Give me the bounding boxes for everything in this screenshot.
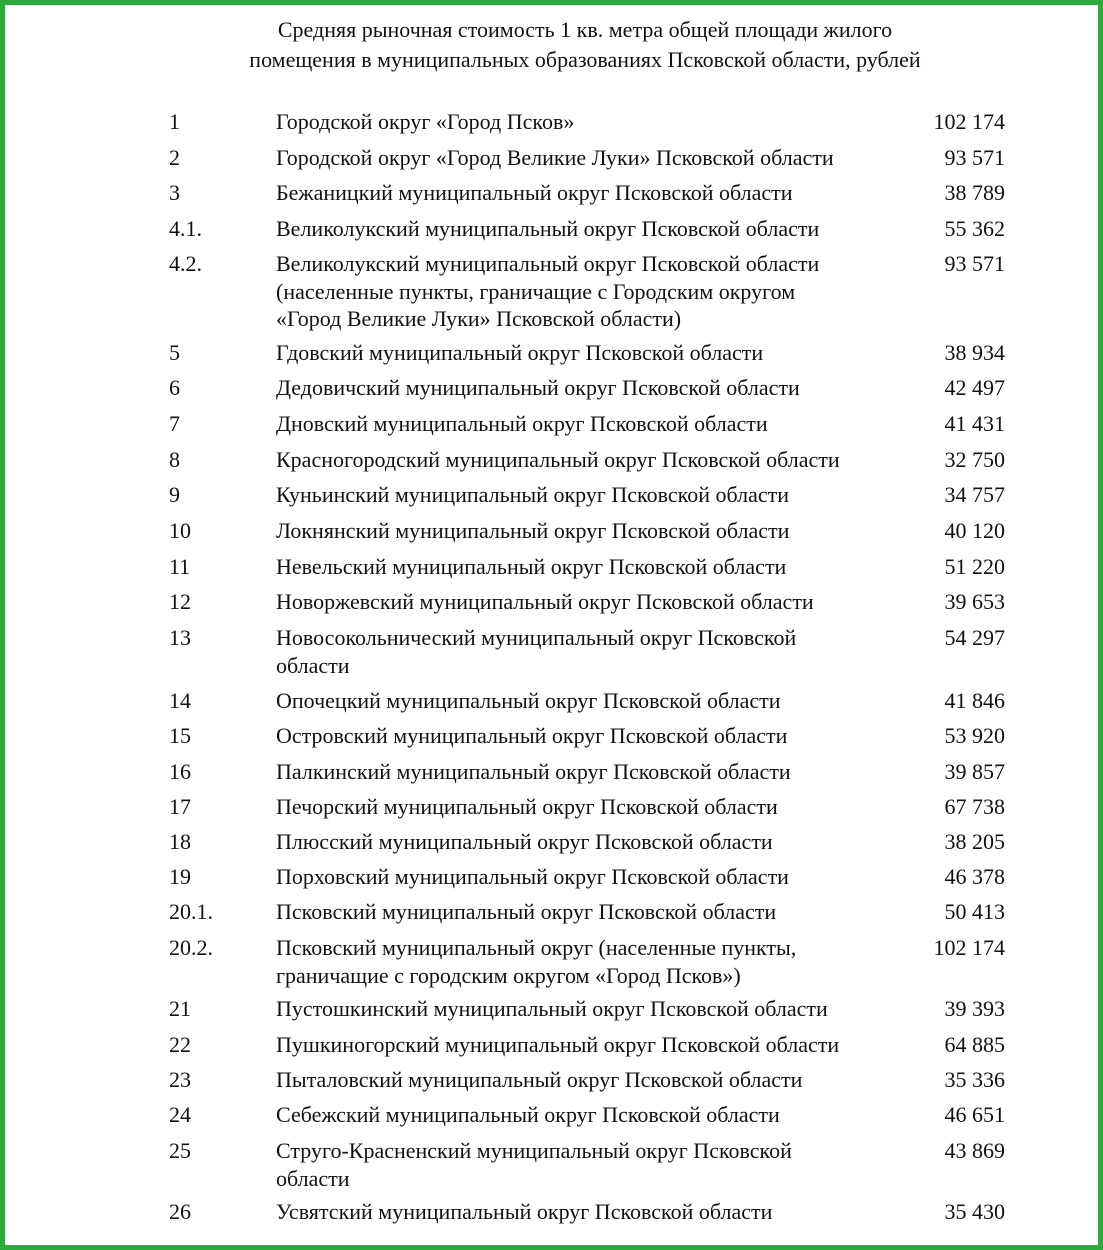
municipality-name-line: Усвятский муниципальный округ Псковской области [276,1199,773,1224]
price-value: 32 750 [944,447,1005,472]
price-value: 41 846 [944,688,1005,713]
municipality-name [276,1198,916,1226]
row-number: 24 [169,1102,191,1127]
row-number: 20.2. [169,935,213,960]
row-number: 23 [169,1067,191,1092]
municipality-name-line: Куньинский муниципальный округ Псковской области [276,482,790,507]
price-value: 39 857 [944,759,1005,784]
price-value: 39 653 [944,589,1005,614]
municipality-name-line: области [276,652,350,678]
municipality-name [276,1066,916,1094]
price-value: 67 738 [944,794,1005,819]
municipality-name [276,481,916,509]
row-number: 6 [169,375,180,400]
municipality-name [276,144,916,172]
municipality-name-line: Пыталовский муниципальный округ Псковской области [276,1067,803,1092]
price-value: 64 885 [944,1032,1005,1057]
municipality-name [276,995,916,1023]
municipality-name-line: Дновский муниципальный округ Псковской области [276,411,768,436]
municipality-name [276,898,916,926]
municipality-name [276,1101,916,1129]
municipality-name-line: Новосокольнический муниципальный округ Псковской [276,625,797,650]
price-value: 53 920 [944,723,1005,748]
row-number: 3 [169,180,180,205]
row-number: 14 [169,688,191,713]
price-value: 46 378 [944,864,1005,889]
municipality-name [276,250,916,333]
municipality-name-line: Городской округ «Город Псков» [276,109,575,134]
title-line-1: Средняя рыночная стоимость 1 кв. метра общей площади жилого [277,17,893,42]
price-value: 38 205 [944,829,1005,854]
row-number: 2 [169,145,180,170]
row-number: 25 [169,1138,191,1163]
price-value: 40 120 [944,518,1005,543]
price-value: 93 571 [944,251,1005,276]
municipality-name-line: Себежский муниципальный округ Псковской области [276,1102,780,1127]
municipality-name [276,624,916,679]
price-value: 42 497 [944,375,1005,400]
row-number: 26 [169,1199,191,1224]
municipality-name [276,934,916,989]
row-number: 18 [169,829,191,854]
municipality-name [276,863,916,891]
municipality-name-line: Бежаницкий муниципальный округ Псковской области [276,180,793,205]
row-number: 20.1. [169,899,213,924]
municipality-name-line: Порховский муниципальный округ Псковской области [276,864,789,889]
municipality-name-line: Дедовичский муниципальный округ Псковской области [276,375,800,400]
municipality-name-line: Струго-Красненский муниципальный округ Псковской [276,1138,792,1163]
municipality-name-line: Пустошкинский муниципальный округ Псковской области [276,996,828,1021]
municipality-name-line: Пушкиногорский муниципальный округ Псковской области [276,1032,840,1057]
price-value: 41 431 [944,411,1005,436]
municipality-name-line: «Город Великие Луки» Псковской области) [276,306,682,331]
municipality-name [276,758,916,786]
municipality-name [276,588,916,616]
municipality-name-line: Псковский муниципальный округ (населенные пункты, [276,935,797,960]
municipality-name-line: (населенные пункты, граничащие с Городским округом [276,278,796,304]
municipality-name-line: Великолукский муниципальный округ Псковской области [276,216,820,241]
price-value: 38 934 [944,340,1005,365]
municipality-name [276,722,916,750]
municipality-name [276,553,916,581]
municipality-name-line: Палкинский муниципальный округ Псковской области [276,759,791,784]
municipality-name [276,793,916,821]
price-value: 35 430 [944,1199,1005,1224]
row-number: 15 [169,723,191,748]
municipality-name [276,179,916,207]
row-number: 7 [169,411,180,436]
price-value: 43 869 [944,1138,1005,1163]
row-number: 10 [169,518,191,543]
row-number: 1 [169,109,180,134]
municipality-name-line: Новоржевский муниципальный округ Псковской области [276,589,814,614]
row-number: 12 [169,589,191,614]
row-number: 11 [169,554,191,579]
municipality-name-line: Островский муниципальный округ Псковской области [276,723,788,748]
title-line-2: помещения в муниципальных образованиях Псковской области, рублей [249,47,921,72]
municipality-name-line: Псковский муниципальный округ Псковской области [276,899,777,924]
price-value: 46 651 [944,1102,1005,1127]
municipality-name-line: Плюсский муниципальный округ Псковской области [276,829,773,854]
row-number: 4.2. [169,251,202,276]
row-number: 17 [169,794,191,819]
row-number: 22 [169,1032,191,1057]
price-value: 102 174 [933,109,1005,134]
municipality-name [276,215,916,243]
price-value: 38 789 [944,180,1005,205]
municipality-name [276,828,916,856]
price-value: 54 297 [944,625,1005,650]
document-title [5,15,1103,75]
municipality-name-line: Локнянский муниципальный округ Псковской области [276,518,790,543]
row-number: 5 [169,340,180,365]
municipality-name-line: Опочецкий муниципальный округ Псковской области [276,688,781,713]
row-number: 13 [169,625,191,650]
municipality-name [276,1031,916,1059]
municipality-name-line: области [276,1165,350,1191]
municipality-name [276,374,916,402]
municipality-name [276,687,916,715]
row-number: 19 [169,864,191,889]
price-value: 55 362 [944,216,1005,241]
municipality-name-line: Невельский муниципальный округ Псковской области [276,554,787,579]
row-number: 16 [169,759,191,784]
municipality-name-line: Великолукский муниципальный округ Псковской области [276,251,820,276]
row-number: 21 [169,996,191,1021]
municipality-name-line: Красногородский муниципальный округ Псковской области [276,447,840,472]
price-value: 35 336 [944,1067,1005,1092]
price-value: 102 174 [933,935,1005,960]
municipality-name [276,517,916,545]
municipality-name-line: Гдовский муниципальный округ Псковской области [276,340,764,365]
municipality-name [276,410,916,438]
municipality-name [276,108,916,136]
price-value: 39 393 [944,996,1005,1021]
municipality-name-line: Печорский муниципальный округ Псковской области [276,794,778,819]
municipality-name-line: Городской округ «Город Великие Луки» Псковской области [276,145,834,170]
municipality-name [276,1137,916,1192]
municipality-name-line: граничащие с городским округом «Город Псков») [276,962,741,988]
row-number: 9 [169,482,180,507]
municipality-name [276,339,916,367]
price-value: 50 413 [944,899,1005,924]
price-value: 93 571 [944,145,1005,170]
price-value: 51 220 [944,554,1005,579]
row-number: 8 [169,447,180,472]
price-value: 34 757 [944,482,1005,507]
municipality-name [276,446,916,474]
row-number: 4.1. [169,216,202,241]
